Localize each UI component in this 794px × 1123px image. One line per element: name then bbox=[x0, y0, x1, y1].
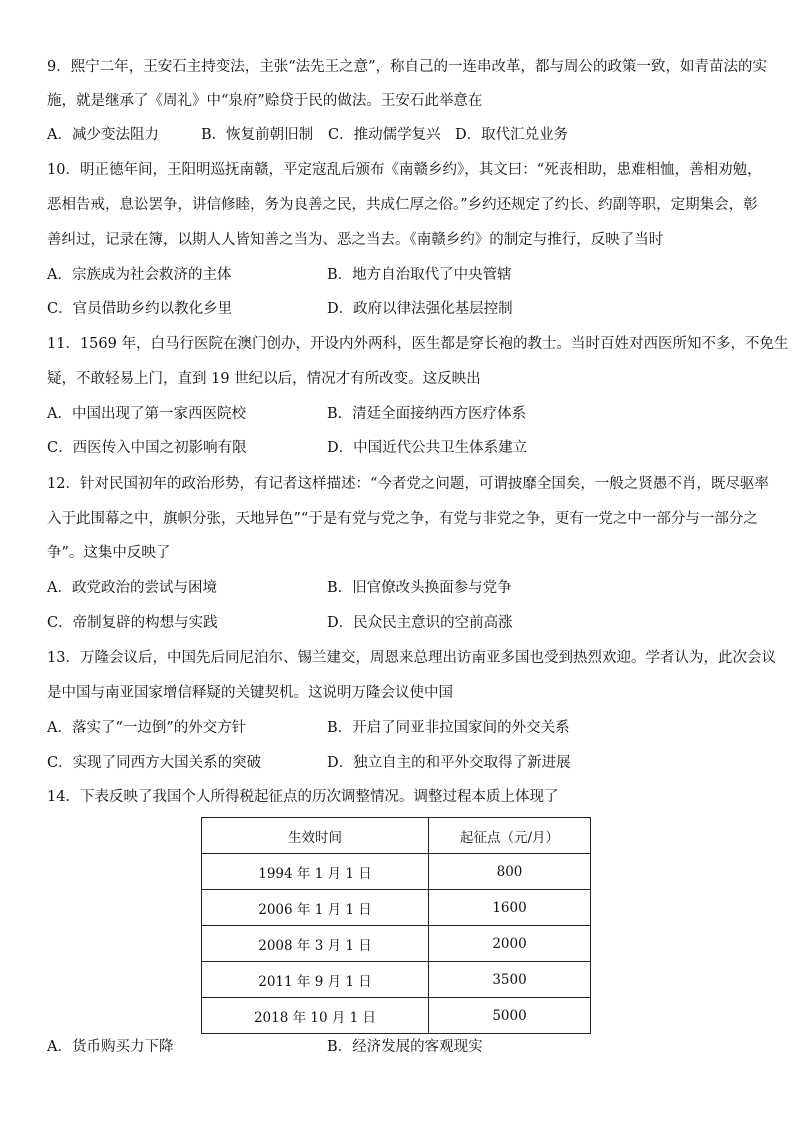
table-cell-amount: 1600 bbox=[429, 890, 591, 926]
question-9-stem-line-1: 9．熙宁二年，王安石主持变法，主张“法先王之意”，称自己的一连串改革，都与周公的政策一致，如青苗法的实 bbox=[47, 59, 768, 75]
question-13-stem-line-2: 是中国与南亚国家增信释疑的关键契机。这说明万隆会议使中国 bbox=[47, 685, 453, 701]
table-header-row bbox=[202, 818, 591, 854]
question-11-option-b: B．清廷全面接纳西方医疗体系 bbox=[327, 406, 527, 422]
question-12-stem-line-2: 入于此围幕之中，旗帜分张，天地异色”“于是有党与党之争，有党与非党之争，更有一党之中一部分与一部分之 bbox=[47, 511, 758, 527]
question-13-option-b: B．开启了同亚非拉国家间的外交关系 bbox=[327, 720, 570, 736]
table-cell-amount: 800 bbox=[429, 854, 591, 890]
question-14-stem-line-1: 14．下表反映了我国个人所得税起征点的历次调整情况。调整过程本质上体现了 bbox=[47, 789, 559, 805]
question-10-option-d: D．政府以律法强化基层控制 bbox=[327, 301, 513, 317]
question-9-option-b: B．恢复前朝旧制 bbox=[201, 127, 314, 143]
table-cell-date: 2008 年 3 月 1 日 bbox=[202, 926, 429, 962]
question-13-stem-line-1: 13．万隆会议后，中国先后同尼泊尔、锡兰建交，周恩来总理出访南亚多国也受到热烈欢迎。学者认为，此次会议 bbox=[47, 650, 776, 666]
question-11-option-c: C．西医传入中国之初影响有限 bbox=[47, 440, 247, 456]
table-cell-date: 2018 年 10 月 1 日 bbox=[202, 998, 429, 1034]
question-12-option-a: A．政党政治的尝试与困境 bbox=[47, 580, 217, 596]
table-cell-amount: 3500 bbox=[429, 962, 591, 998]
table-row bbox=[202, 962, 591, 998]
question-12-option-d: D．民众民主意识的空前高涨 bbox=[327, 615, 513, 631]
question-12-stem-line-1: 12．针对民国初年的政治形势，有记者这样描述：“今者党之问题，可谓披靡全国矣，一般之贤愚不肖，既尽驱率 bbox=[47, 476, 769, 492]
table-cell-date: 2006 年 1 月 1 日 bbox=[202, 890, 429, 926]
table-header-cell: 起征点（元/月） bbox=[429, 818, 591, 854]
table-row bbox=[202, 854, 591, 890]
question-9-option-d: D．取代汇兑业务 bbox=[455, 127, 569, 143]
question-10-option-c: C．官员借助乡约以教化乡里 bbox=[47, 301, 233, 317]
question-13-option-c: C．实现了同西方大国关系的突破 bbox=[47, 755, 262, 771]
table-row bbox=[202, 998, 591, 1034]
question-13-option-d: D．独立自主的和平外交取得了新进展 bbox=[327, 755, 571, 771]
question-9-stem-line-2: 施，就是继承了《周礼》中“泉府”赊贷于民的做法。王安石此举意在 bbox=[47, 93, 483, 109]
table-cell-date: 2011 年 9 月 1 日 bbox=[202, 962, 429, 998]
question-9-option-a: A．减少变法阻力 bbox=[47, 127, 159, 143]
question-10-stem-line-2: 恶相告戒，息讼罢争，讲信修睦，务为良善之民，共成仁厚之俗。”乡约还规定了约长、约副等职，定期集会，彰 bbox=[47, 197, 758, 213]
question-10-option-b: B．地方自治取代了中央管辖 bbox=[327, 267, 512, 283]
question-13-option-a: A．落实了“一边倒”的外交方针 bbox=[47, 720, 247, 736]
question-14-option-a: A．货币购买力下降 bbox=[47, 1039, 174, 1055]
tax-threshold-table bbox=[201, 817, 591, 1034]
question-12-stem-line-3: 争”。这集中反映了 bbox=[47, 545, 171, 561]
question-12-option-c: C．帝制复辟的构想与实践 bbox=[47, 615, 218, 631]
question-10-stem-line-3: 善纠过，记录在簿，以期人人皆知善之当为、恶之当去。《南赣乡约》的制定与推行，反映了当时 bbox=[47, 232, 664, 248]
table-cell-amount: 5000 bbox=[429, 998, 591, 1034]
question-11-stem-line-1: 11．1569 年，白马行医院在澳门创办，开设内外两科，医生都是穿长袍的教士。当时百姓对西医所知不多，不免生 bbox=[47, 336, 789, 352]
table-header-cell: 生效时间 bbox=[202, 818, 429, 854]
question-12-option-b: B．旧官僚改头换面参与党争 bbox=[327, 580, 512, 596]
question-11-stem-line-2: 疑，不敢轻易上门，直到 19 世纪以后，情况才有所改变。这反映出 bbox=[47, 371, 481, 387]
question-9-option-c: C．推动儒学复兴 bbox=[328, 127, 441, 143]
question-11-option-d: D．中国近代公共卫生体系建立 bbox=[327, 440, 528, 456]
question-11-option-a: A．中国出现了第一家西医院校 bbox=[47, 406, 246, 422]
question-10-option-a: A．宗族成为社会救济的主体 bbox=[47, 267, 232, 283]
question-14-option-b: B．经济发展的客观现实 bbox=[327, 1039, 483, 1055]
question-10-stem-line-1: 10．明正德年间，王阳明巡抚南赣，平定寇乱后颁布《南赣乡约》，其文曰：“死丧相助，患难相恤，善相劝勉， bbox=[47, 162, 762, 178]
table-row bbox=[202, 890, 591, 926]
table-cell-date: 1994 年 1 月 1 日 bbox=[202, 854, 429, 890]
table-cell-amount: 2000 bbox=[429, 926, 591, 962]
table-row bbox=[202, 926, 591, 962]
